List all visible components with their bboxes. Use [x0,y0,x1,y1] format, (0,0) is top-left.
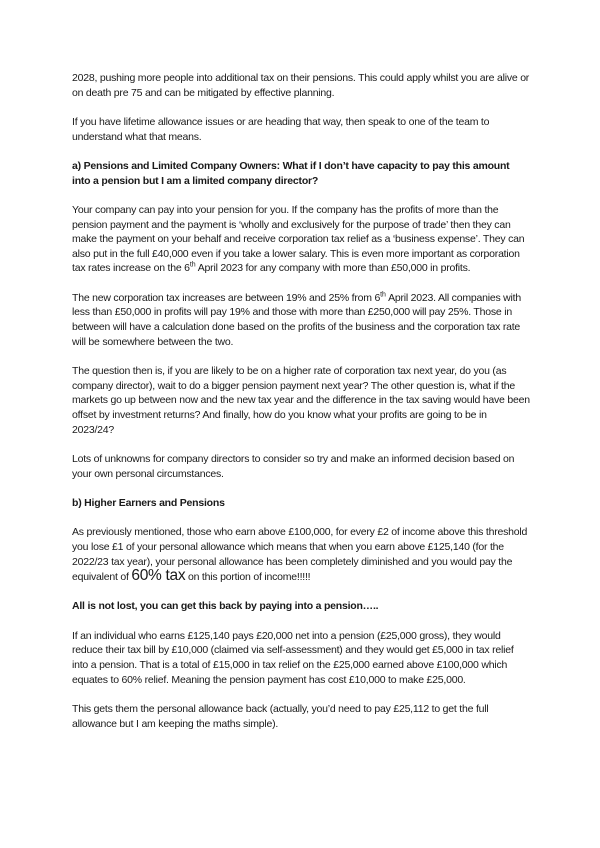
paragraph-corporation-tax-rates [72,291,530,350]
page-content [72,71,530,746]
text-run: on this portion of income!!!!! [185,571,311,584]
heading-section-a: a) Pensions and Limited Company Owners: What if I don’t have capacity to pay this amount into a pension but I am a limited company director? [72,159,510,187]
paragraph-2028-pensions: 2028, pushing more people into additional tax on their pensions. This could apply whilst you are alive or on death pre 75 and can be mitigated by effective planning. [72,72,530,99]
paragraph-tax-relief-example: If an individual who earns £125,140 pays £20,000 net into a pension (£25,000 gross), they would reduce their tax bill by £10,000 (claimed via self-assessment) and they would get £5,000 in tax relief into a pension. That is a total of £15,000 in tax relief on the £25,000 earned above £100,000 which equates to 60% relief. Meaning the pension payment has cost £10,000 to make £25,000. [72,629,514,686]
paragraph-timing-question: The question then is, if you are likely to be on a higher rate of corporation tax next year, do you (as company director), wait to do a bigger pension payment next year? The other question is, what if the markets go up between now and the new tax year and the difference in the tax saving would have been offset by investment returns? And finally, how do you know what your profits are going to be in 2023/24? [72,365,530,436]
text-run: April 2023 for any company with more than £50,000 in profits. [195,262,471,275]
ordinal-superscript: th [380,291,386,299]
text-run: The new corporation tax increases are between 19% and 25% from 6 [72,291,381,304]
paragraph-higher-earners [72,525,530,585]
text-run: April 2023. All companies with less than £50,000 in profits will pay 19% and those with more than £250,000 will pay 25%. Those in between will have a calculation done based on the profits of the business and the corporation tax rate will be somewhere between the two. [72,291,521,348]
paragraph-unknowns: Lots of unknowns for company directors to consider so try and make an informed decision based on your own personal circumstances. [72,452,515,480]
paragraph-lifetime-allowance: If you have lifetime allowance issues or are heading that way, then speak to one of the team to understand what that means. [72,115,490,143]
ordinal-superscript: th [189,261,196,269]
emphasis-60-percent-tax: 60% tax [131,567,186,585]
text-run: Your company can pay into your pension for you. If the company has the profits of more than the pension payment and the payment is ‘wholly and exclusively for the purpose of trade’ then they can make the payment on your behalf and receive corporation tax relief as a ‘business expense’. They can also put in the full £40,000 even if you take a lower salary. This is even more important as corporation tax rates increase on the 6 [72,203,525,275]
heading-section-b: b) Higher Earners and Pensions [72,496,225,509]
heading-all-is-not-lost: All is not lost, you can get this back by paying into a pension….. [72,600,379,613]
paragraph-personal-allowance-back: This gets them the personal allowance back (actually, you’d need to pay £25,112 to get the full allowance but I am keeping the maths simple). [72,703,489,730]
text-run: As previously mentioned, those who earn above £100,000, for every £2 of income above this threshold you lose £1 of your personal allowance which means that when you earn above £125,140 (for the 2022/23 tax year), your personal allowance has been completely diminished and you would pay the equivalent of [72,526,528,584]
paragraph-company-pension [72,203,530,276]
